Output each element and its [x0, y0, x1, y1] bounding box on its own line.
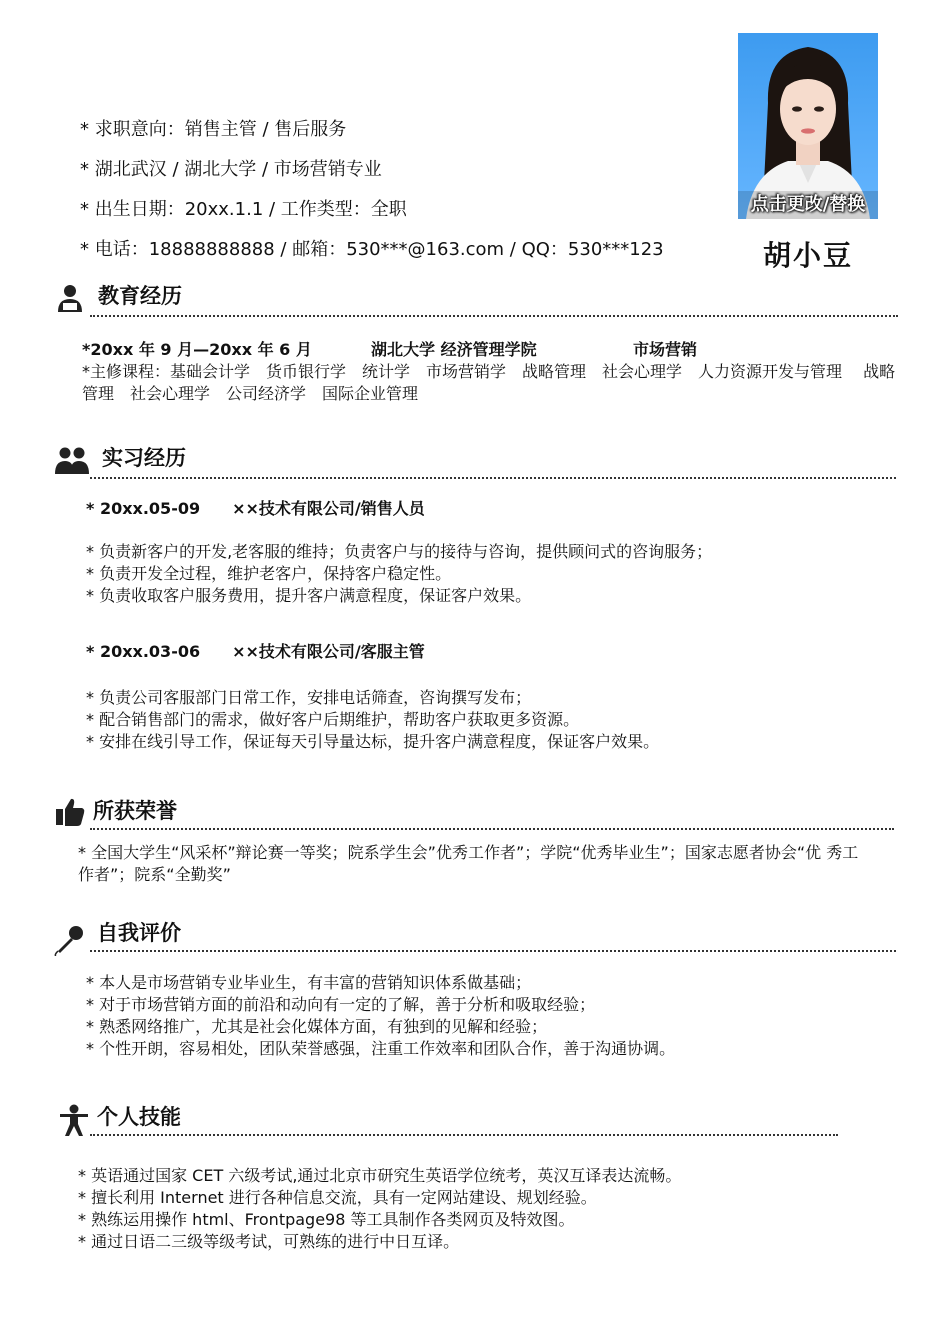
job-duty: * 配合销售部门的需求，做好客户后期维护，帮助客户获取更多资源。 [86, 710, 580, 729]
section-divider [90, 315, 898, 317]
job-duty: * 负责收取客户服务费用，提升客户满意程度，保证客户效果。 [86, 586, 532, 605]
job-duty: * 负责开发全过程，维护老客户，保持客户稳定性。 [86, 564, 452, 583]
person-icon [54, 282, 86, 314]
photo-change-label[interactable]: 点击更改/替换 [738, 191, 878, 219]
skill-item: * 擅长利用 Internet 进行各种信息交流，具有一定网站建设、规划经验。 [78, 1188, 597, 1207]
education-courses: *主修课程：基础会计学 货币银行学 统计学 市场营销学 战略管理 社会心理学 人力资源开发与管理 战略管理 社会心理学 公司经济学 国际企业管理 [82, 362, 896, 403]
education-school: 湖北大学 经济管理学院 [371, 340, 537, 359]
self-eval-item: * 对于市场营销方面的前沿和动向有一定的了解，善于分析和吸取经验； [86, 995, 596, 1014]
self-eval-item: * 熟悉网络推广，尤其是社会化媒体方面，有独到的见解和经验； [86, 1017, 548, 1036]
skill-item: * 熟练运用操作 html、Frontpage98 等工具制作各类网页及特效图。 [78, 1210, 575, 1229]
section-title-honors: 所获荣誉 [93, 799, 177, 823]
section-divider [90, 828, 894, 830]
job-duty: * 负责公司客服部门日常工作，安排电话筛查，咨询撰写发布； [86, 688, 532, 707]
section-title-internship: 实习经历 [102, 446, 186, 470]
candidate-name: 胡小豆 [762, 239, 853, 272]
people-group-icon [54, 444, 90, 476]
info-location-school: * 湖北武汉 / 湖北大学 / 市场营销专业 [80, 159, 382, 180]
microphone-icon [52, 924, 86, 956]
section-divider [90, 477, 896, 479]
self-eval-item: * 本人是市场营销专业毕业生，有丰富的营销知识体系做基础； [86, 973, 532, 992]
skill-item: * 通过日语二三级等级考试，可熟练的进行中日互译。 [78, 1232, 460, 1251]
figure-icon [58, 1104, 90, 1136]
job-duty: * 安排在线引导工作，保证每天引导量达标，提升客户满意程度，保证客户效果。 [86, 732, 660, 751]
section-title-education: 教育经历 [98, 284, 182, 308]
section-divider [90, 950, 896, 952]
thumbs-up-icon [54, 795, 86, 827]
info-contact: * 电话：18888888888 / 邮箱：530***@163.com / QQ：530***123 [80, 239, 664, 260]
honors-text: * 全国大学生“风采杯”辩论赛一等奖；院系学生会”优秀工作者”；学院“优秀毕业生”；国家志愿者协会“优 秀工作者”；院系“全勤奖” [78, 843, 859, 884]
job-heading: * 20xx.03-06 ××技术有限公司/客服主管 [86, 642, 425, 661]
job-heading: * 20xx.05-09 ××技术有限公司/销售人员 [86, 499, 425, 518]
section-title-self-evaluation: 自我评价 [97, 921, 181, 945]
profile-photo[interactable] [738, 33, 878, 219]
info-job-intention: * 求职意向：销售主管 / 售后服务 [80, 119, 347, 140]
section-divider [90, 1134, 838, 1136]
section-title-skills: 个人技能 [97, 1105, 181, 1129]
info-birth-worktype: * 出生日期：20xx.1.1 / 工作类型：全职 [80, 199, 407, 220]
education-date: *20xx 年 9 月—20xx 年 6 月 [82, 340, 312, 359]
self-eval-item: * 个性开朗，容易相处，团队荣誉感强，注重工作效率和团队合作，善于沟通协调。 [86, 1039, 676, 1058]
job-duty: * 负责新客户的开发,老客服的维持；负责客户与的接待与咨询，提供顾问式的咨询服务； [86, 542, 713, 561]
skill-item: * 英语通过国家 CET 六级考试,通过北京市研究生英语学位统考，英汉互译表达流畅。 [78, 1166, 682, 1185]
education-major: 市场营销 [633, 340, 698, 359]
